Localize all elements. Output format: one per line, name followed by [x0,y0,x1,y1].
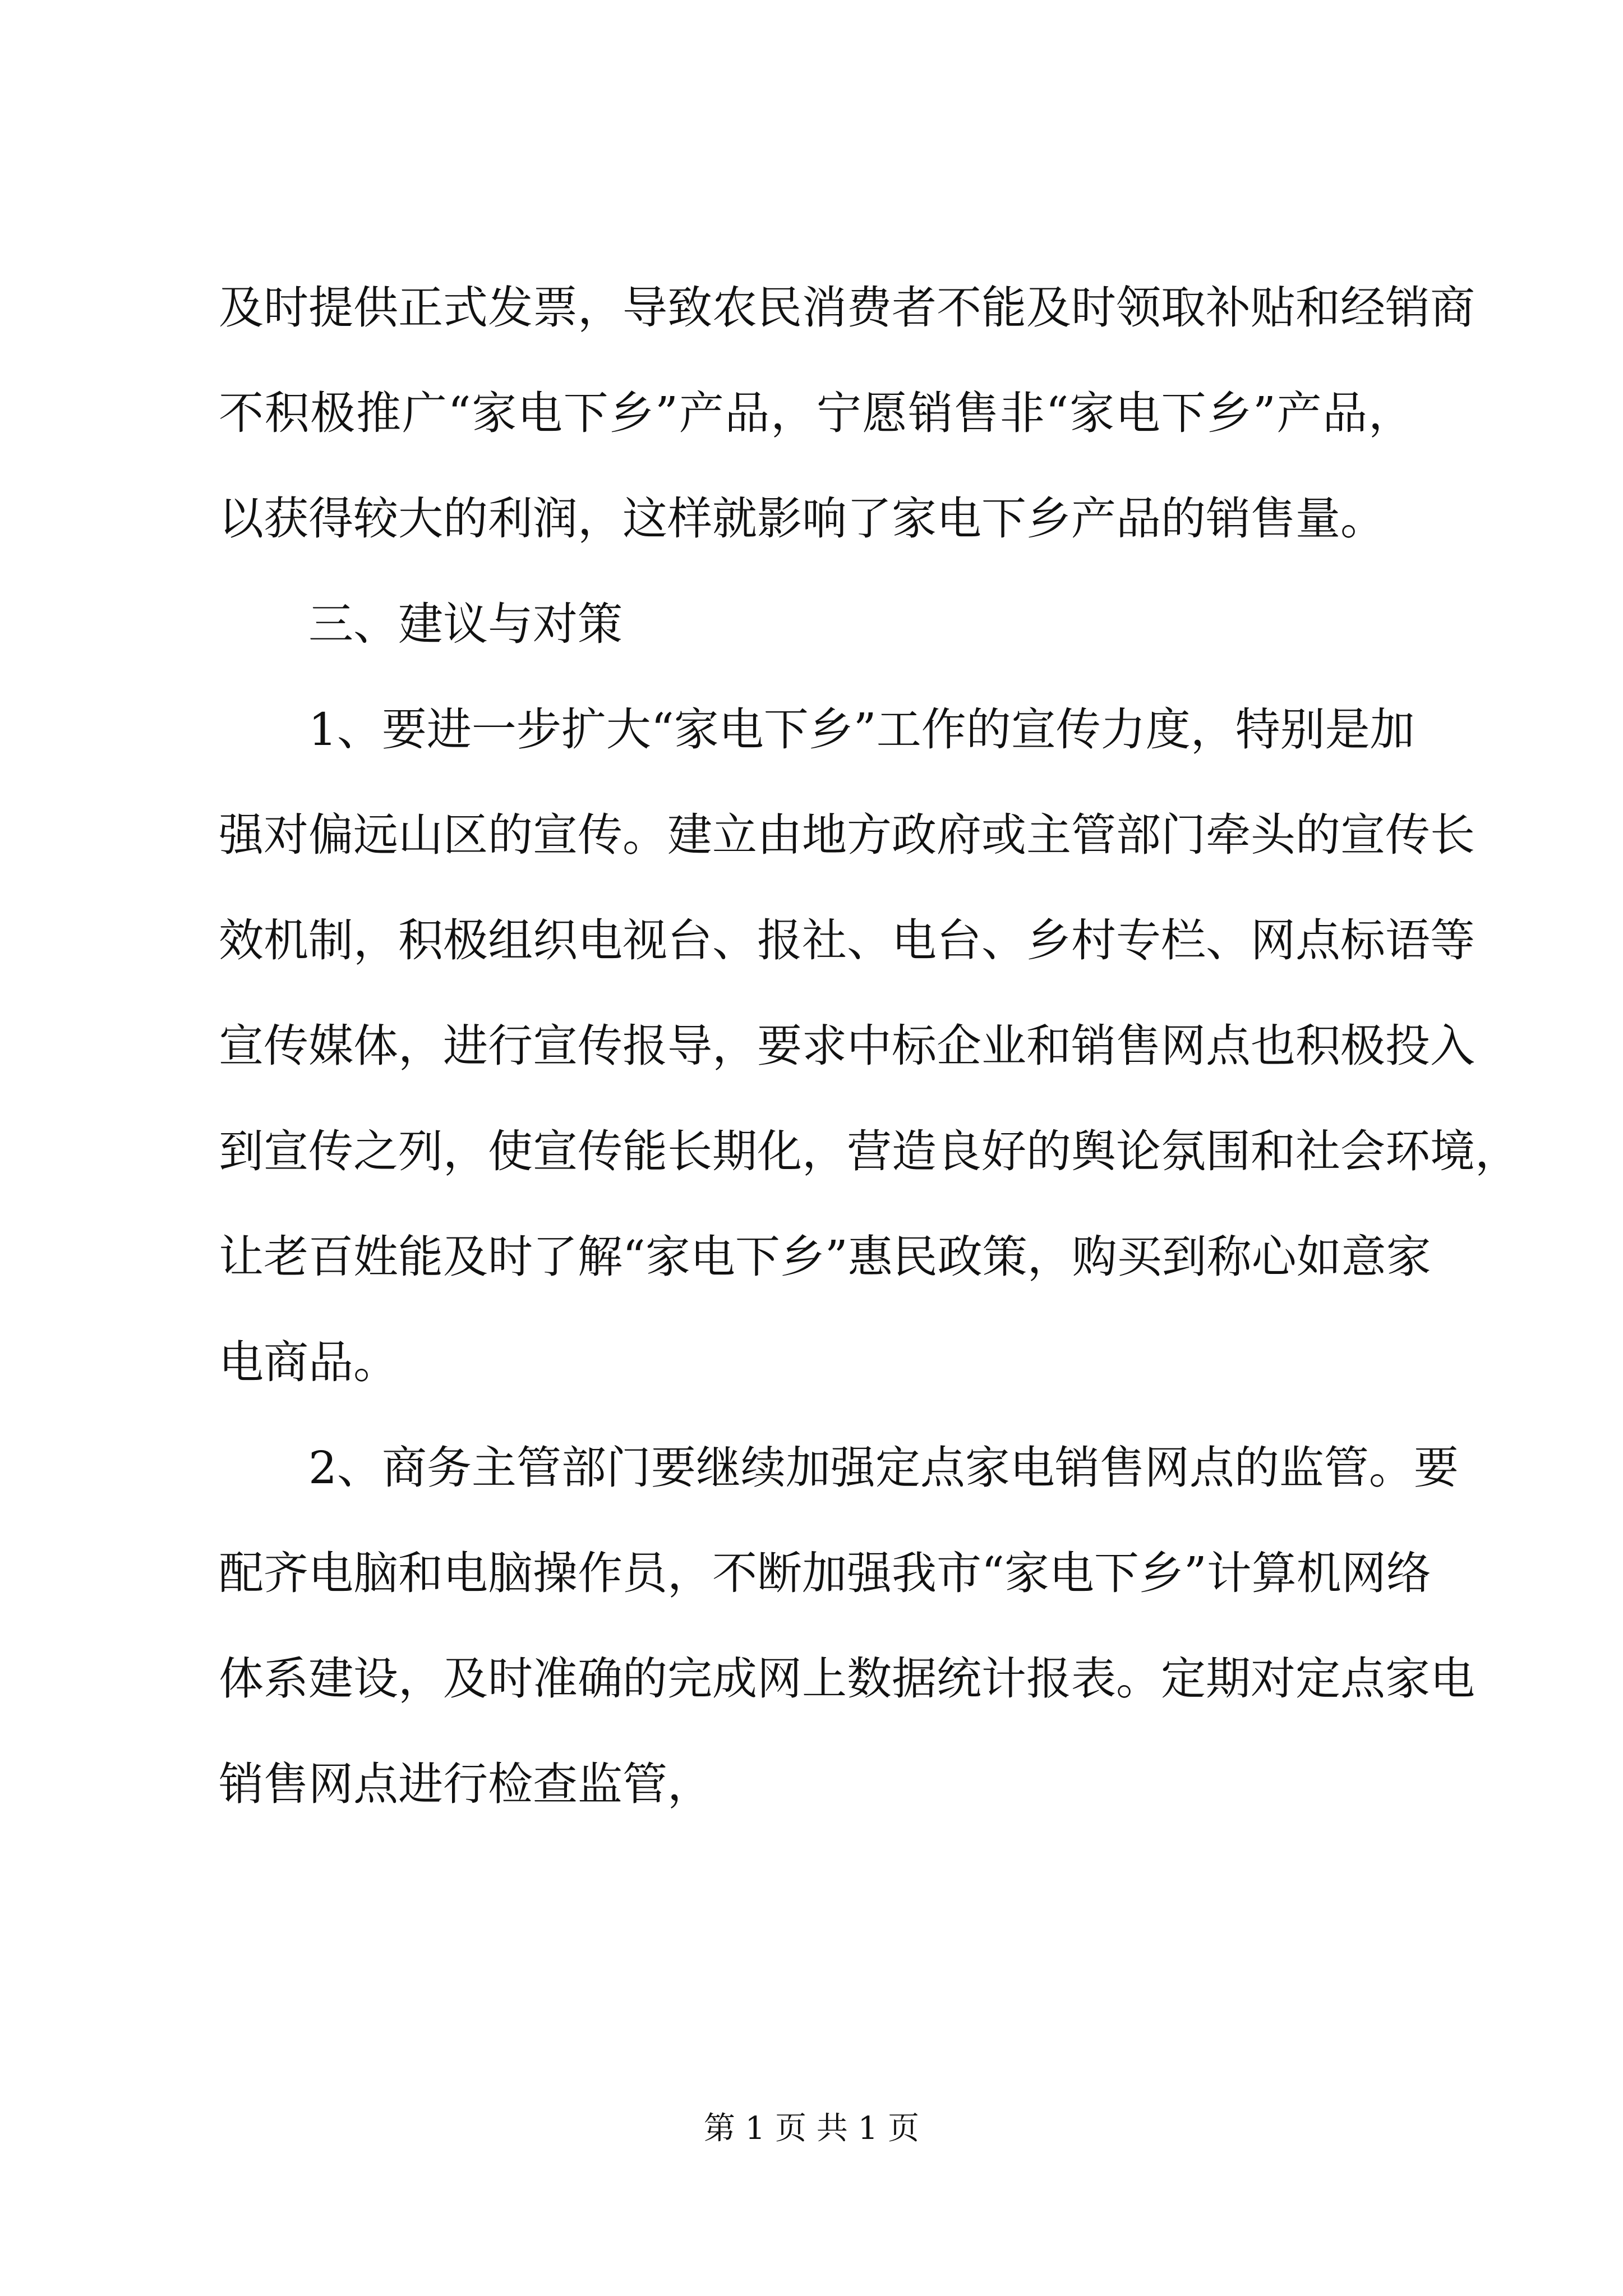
text-line: 让老百姓能及时了解“家电下乡”惠民政策，购买到称心如意家 [219,1231,1431,1283]
text-line: 电商品。 [219,1336,398,1388]
page-number: 第 1 页 共 1 页 [703,2110,920,2147]
text-line: 及时提供正式发票，导致农民消费者不能及时领取补贴和经销商 [219,282,1475,334]
text-line: 不积极推广“家电下乡”产品，宁愿销售非“家电下乡”产品， [219,387,1413,439]
text-line: 以获得较大的利润，这样就影响了家电下乡产品的销售量。 [219,493,1385,545]
text-line: 效机制，积极组织电视台、报社、电台、乡村专栏、网点标语等 [219,914,1475,967]
text-line: 1、要进一步扩大“家电下乡”工作的宣传力度，特别是加 [308,703,1415,756]
text-line: 销售网点进行检查监管， [219,1758,712,1810]
text-line: 强对偏远山区的宣传。建立由地方政府或主管部门牵头的宣传长 [219,809,1475,861]
text-line: 体系建设，及时准确的完成网上数据统计报表。定期对定点家电 [219,1653,1475,1705]
text-line: 宣传媒体，进行宣传报导，要求中标企业和销售网点也积极投入 [219,1020,1475,1072]
text-line: 配齐电脑和电脑操作员，不断加强我市“家电下乡”计算机网络 [219,1547,1431,1599]
text-line: 到宣传之列，使宣传能长期化，营造良好的舆论氛围和社会环境， [219,1125,1520,1177]
document-body [219,255,1520,1837]
page-footer [0,2106,1623,2151]
section-heading: 三、建议与对策 [308,598,623,650]
text-line: 2、商务主管部门要继续加强定点家电销售网点的监管。要 [308,1442,1459,1494]
